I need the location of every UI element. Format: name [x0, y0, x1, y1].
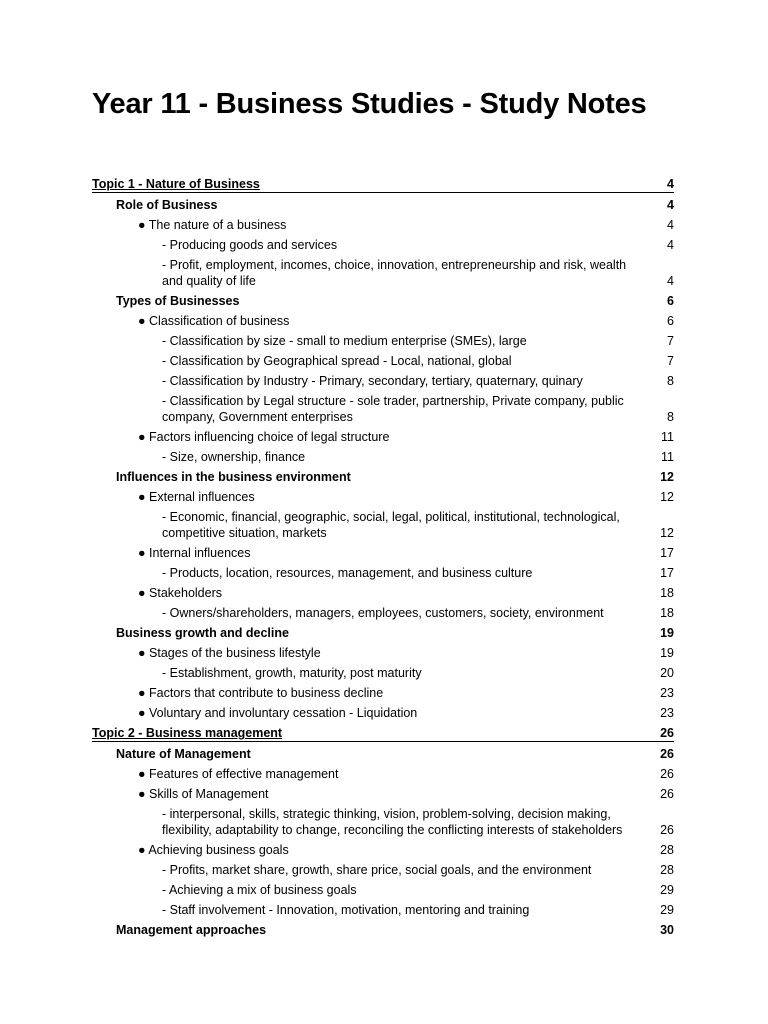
- toc-page-number: 11: [661, 450, 674, 464]
- toc-entry-text: - Products, location, resources, management, and business culture: [162, 566, 533, 580]
- toc-entry-row[interactable]: [92, 563, 674, 583]
- toc-page-number: 12: [660, 526, 674, 540]
- toc-entry-row[interactable]: [92, 427, 674, 447]
- toc-entry-text: ● Achieving business goals: [138, 843, 289, 857]
- toc-page-number: 12: [660, 490, 674, 504]
- toc-page-number: 19: [660, 646, 674, 660]
- toc-page-number: 4: [667, 238, 674, 252]
- toc-page-number: 29: [660, 883, 674, 897]
- toc-section-row[interactable]: [92, 467, 674, 487]
- toc-page-number: 18: [660, 586, 674, 600]
- toc-entry-row[interactable]: [92, 215, 674, 235]
- toc-page-number: 26: [660, 823, 674, 837]
- toc-entry-text: ● Factors influencing choice of legal structure: [138, 430, 390, 444]
- toc-page-number: 20: [660, 666, 674, 680]
- toc-page-number: 29: [660, 903, 674, 917]
- toc-page-number: 7: [667, 354, 674, 368]
- toc-entry-row[interactable]: [92, 643, 674, 663]
- toc-entry-text: ● Features of effective management: [138, 767, 339, 781]
- toc-entry-text: ● Stakeholders: [138, 586, 222, 600]
- toc-entry-text: - Classification by Geographical spread - Local, national, global: [162, 354, 512, 368]
- toc-entry-row[interactable]: [92, 804, 674, 840]
- toc-entry-text: - Achieving a mix of business goals: [162, 883, 357, 897]
- toc-page-number: 18: [660, 606, 674, 620]
- toc-entry-text: - Classification by Legal structure - sole trader, partnership, Private company, public company, Government enterprises: [162, 394, 624, 424]
- toc-section-row[interactable]: [92, 744, 674, 764]
- toc-page-number: 8: [667, 410, 674, 424]
- toc-entry-text: - Profits, market share, growth, share price, social goals, and the environment: [162, 863, 592, 877]
- toc-page-number: 4: [667, 198, 674, 212]
- toc-entry-row[interactable]: [92, 900, 674, 920]
- toc-entry-row[interactable]: [92, 391, 674, 427]
- toc-section-row[interactable]: [92, 195, 674, 215]
- toc-entry-row[interactable]: [92, 603, 674, 623]
- toc-entry-text: Topic 2 - Business management: [92, 726, 283, 740]
- toc-page-number: 4: [667, 218, 674, 232]
- toc-entry-row[interactable]: [92, 663, 674, 683]
- page-title: Year 11 - Business Studies - Study Notes: [92, 88, 647, 120]
- toc-entry-row[interactable]: [92, 543, 674, 563]
- toc-entry-text: - Producing goods and services: [162, 238, 338, 252]
- toc-entry-row[interactable]: [92, 683, 674, 703]
- toc-entry-text: Business growth and decline: [116, 626, 289, 640]
- toc-topic-row[interactable]: [92, 723, 674, 742]
- toc-entry-text: Types of Businesses: [116, 294, 240, 308]
- toc-page-number: 7: [667, 334, 674, 348]
- toc-page-number: 17: [660, 566, 674, 580]
- toc-page-number: 11: [661, 430, 674, 444]
- toc-entry-text: Nature of Management: [116, 747, 251, 761]
- toc-entry-row[interactable]: [92, 583, 674, 603]
- toc-topic-row[interactable]: [92, 174, 674, 193]
- toc-entry-text: ● Classification of business: [138, 314, 290, 328]
- toc-entry-text: ● Voluntary and involuntary cessation - Liquidation: [138, 706, 418, 720]
- toc-entry-text: - Classification by size - small to medium enterprise (SMEs), large: [162, 334, 527, 348]
- toc-entry-row[interactable]: [92, 331, 674, 351]
- toc-page-number: 28: [660, 843, 674, 857]
- toc-entry-row[interactable]: [92, 487, 674, 507]
- toc-entry-row[interactable]: [92, 311, 674, 331]
- toc-entry-text: Topic 1 - Nature of Business: [92, 177, 260, 191]
- toc-entry-text: - Economic, financial, geographic, social, legal, political, institutional, technological, competitive situation, markets: [162, 510, 620, 540]
- toc-entry-text: - interpersonal, skills, strategic thinking, vision, problem-solving, decision making, flexibility, adaptability to change, reconciling the conflicting interests of stakeholders: [162, 807, 623, 837]
- toc-entry-text: - Establishment, growth, maturity, post maturity: [162, 666, 422, 680]
- toc-page-number: 23: [660, 706, 674, 720]
- toc-entry-text: - Classification by Industry - Primary, secondary, tertiary, quaternary, quinary: [162, 374, 583, 388]
- toc-page-number: 30: [660, 923, 674, 937]
- toc-page-number: 8: [667, 374, 674, 388]
- toc-entry-text: ● The nature of a business: [138, 218, 287, 232]
- toc-entry-text: ● Factors that contribute to business decline: [138, 686, 384, 700]
- table-of-contents: [92, 174, 674, 940]
- toc-entry-text: Management approaches: [116, 923, 267, 937]
- toc-entry-row[interactable]: [92, 235, 674, 255]
- toc-entry-text: - Owners/shareholders, managers, employees, customers, society, environment: [162, 606, 604, 620]
- toc-page-number: 26: [660, 747, 674, 761]
- toc-entry-row[interactable]: [92, 447, 674, 467]
- toc-page-number: 6: [667, 294, 674, 308]
- toc-entry-text: ● External influences: [138, 490, 255, 504]
- toc-entry-row[interactable]: [92, 703, 674, 723]
- toc-entry-row[interactable]: [92, 371, 674, 391]
- toc-page-number: 17: [660, 546, 674, 560]
- toc-entry-text: Influences in the business environment: [116, 470, 351, 484]
- toc-page-number: 23: [660, 686, 674, 700]
- toc-page-number: 6: [667, 314, 674, 328]
- toc-page-number: 4: [667, 274, 674, 288]
- toc-entry-text: - Size, ownership, finance: [162, 450, 306, 464]
- toc-section-row[interactable]: [92, 291, 674, 311]
- toc-page-number: 26: [660, 787, 674, 801]
- toc-page-number: 26: [660, 726, 674, 740]
- toc-entry-row[interactable]: [92, 764, 674, 784]
- toc-entry-row[interactable]: [92, 880, 674, 900]
- toc-page-number: 28: [660, 863, 674, 877]
- toc-entry-row[interactable]: [92, 860, 674, 880]
- toc-entry-text: ● Internal influences: [138, 546, 251, 560]
- toc-entry-row[interactable]: [92, 507, 674, 543]
- toc-page-number: 19: [660, 626, 674, 640]
- toc-page-number: 4: [667, 177, 674, 191]
- toc-entry-text: Role of Business: [116, 198, 218, 212]
- toc-entry-row[interactable]: [92, 840, 674, 860]
- toc-section-row[interactable]: [92, 623, 674, 643]
- toc-entry-text: ● Stages of the business lifestyle: [138, 646, 321, 660]
- toc-page-number: 12: [660, 470, 674, 484]
- toc-entry-text: - Profit, employment, incomes, choice, innovation, entrepreneurship and risk, wealth and quality of life: [162, 258, 627, 288]
- toc-entry-row[interactable]: [92, 255, 674, 291]
- toc-entry-row[interactable]: [92, 784, 674, 804]
- toc-section-row[interactable]: [92, 920, 674, 940]
- toc-entry-row[interactable]: [92, 351, 674, 371]
- toc-entry-text: ● Skills of Management: [138, 787, 269, 801]
- toc-page-number: 26: [660, 767, 674, 781]
- toc-entry-text: - Staff involvement - Innovation, motivation, mentoring and training: [162, 903, 530, 917]
